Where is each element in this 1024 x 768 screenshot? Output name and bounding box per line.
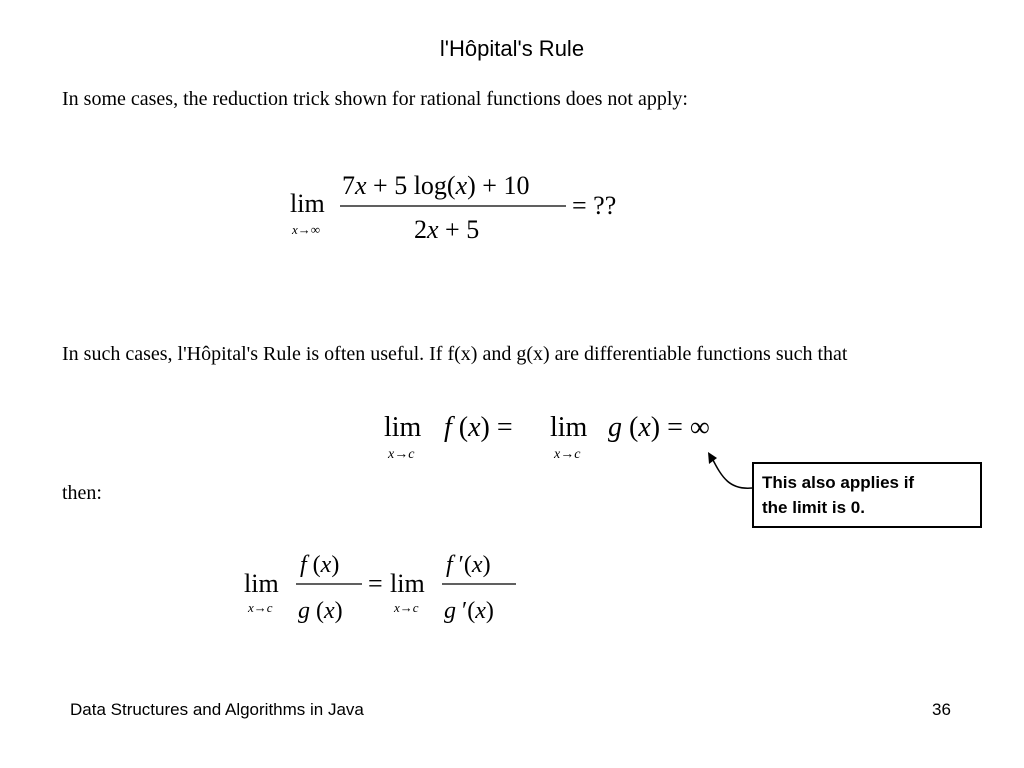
page-number: 36 <box>932 700 951 719</box>
equals: = <box>368 569 383 598</box>
slide-title: l'Hôpital's Rule <box>439 36 585 61</box>
lim-subscript: x→c <box>394 600 419 615</box>
numerator-derivative: f ′(x) <box>446 552 491 578</box>
numerator: f (x) <box>300 552 340 578</box>
lim-label: lim <box>244 569 279 598</box>
then-text: then: <box>62 482 102 504</box>
callout-line-1: This also applies if <box>762 473 915 492</box>
footer-course-title: Data Structures and Algorithms in Java <box>70 700 364 719</box>
lim-subscript: x→∞ <box>292 222 321 237</box>
lim-subscript: x→c <box>388 447 415 462</box>
example-limit-svg <box>280 160 640 250</box>
lim-label: lim <box>550 412 588 443</box>
example-limit-formula <box>280 160 640 255</box>
callout-box <box>752 462 982 528</box>
lim-subscript: x→c <box>554 447 581 462</box>
numerator: 7x + 5 log(x) + 10 <box>342 171 530 200</box>
useful-text: In such cases, l'Hôpital's Rule is often useful. If f(x) and g(x) are differentiable functions such that <box>62 343 848 365</box>
lim-label: lim <box>384 412 422 443</box>
callout-arrow <box>700 448 760 498</box>
result: = ?? <box>572 191 617 220</box>
denominator: 2x + 5 <box>414 215 480 244</box>
denominator: g (x) <box>298 598 343 624</box>
lim-subscript: x→c <box>248 600 273 615</box>
f-of-x: f (x) = <box>444 412 513 443</box>
rule-formula <box>240 540 540 635</box>
denominator-derivative: g ′(x) <box>444 598 494 624</box>
callout-line-2: the limit is 0. <box>762 498 865 517</box>
lim-label: lim <box>390 569 425 598</box>
g-of-x: g (x) = ∞ <box>608 412 710 443</box>
lim-label: lim <box>290 189 325 218</box>
intro-text: In some cases, the reduction trick shown for rational functions does not apply: <box>62 88 688 110</box>
rule-svg <box>240 540 540 630</box>
